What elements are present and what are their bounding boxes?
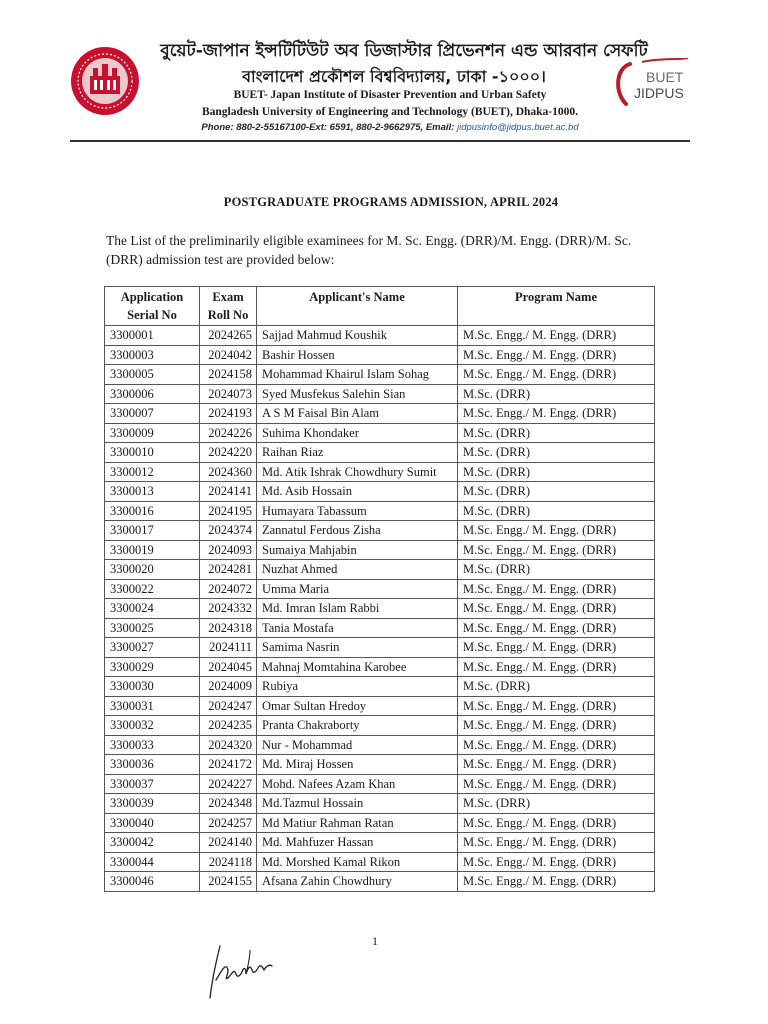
program-name-cell: M.Sc. (DRR): [458, 462, 655, 482]
application-serial-cell: 3300003: [105, 345, 200, 365]
applicant-name-cell: Nuzhat Ahmed: [257, 560, 458, 580]
application-serial-cell: 3300040: [105, 813, 200, 833]
exam-roll-cell: 2024332: [200, 599, 257, 619]
exam-roll-cell: 2024193: [200, 404, 257, 424]
exam-roll-cell: 2024140: [200, 833, 257, 853]
exam-roll-cell: 2024348: [200, 794, 257, 814]
applicant-name-cell: Afsana Zahin Chowdhury: [257, 872, 458, 892]
exam-roll-cell: 2024111: [200, 638, 257, 658]
applicant-name-cell: Mohd. Nafees Azam Khan: [257, 774, 458, 794]
program-name-cell: M.Sc. (DRR): [458, 482, 655, 502]
exam-roll-cell: 2024141: [200, 482, 257, 502]
header-divider: [70, 140, 690, 142]
applicant-name-cell: Raihan Riaz: [257, 443, 458, 463]
program-name-cell: M.Sc. Engg./ M. Engg. (DRR): [458, 716, 655, 736]
application-serial-cell: 3300013: [105, 482, 200, 502]
exam-roll-cell: 2024072: [200, 579, 257, 599]
application-serial-cell: 3300027: [105, 638, 200, 658]
applicant-name-cell: Md. Mahfuzer Hassan: [257, 833, 458, 853]
table-row: [105, 404, 655, 424]
applicant-name-cell: Suhima Khondaker: [257, 423, 458, 443]
program-name-cell: M.Sc. Engg./ M. Engg. (DRR): [458, 326, 655, 346]
jidpus-logo-icon: [612, 58, 690, 110]
applicant-name-cell: Rubiya: [257, 677, 458, 697]
exam-roll-cell: 2024281: [200, 560, 257, 580]
table-row: [105, 735, 655, 755]
application-serial-cell: 3300024: [105, 599, 200, 619]
table-header-row: [105, 287, 655, 326]
program-name-cell: M.Sc. Engg./ M. Engg. (DRR): [458, 852, 655, 872]
application-serial-cell: 3300017: [105, 521, 200, 541]
application-serial-cell: 3300042: [105, 833, 200, 853]
application-serial-cell: 3300001: [105, 326, 200, 346]
exam-roll-cell: 2024227: [200, 774, 257, 794]
table-row: [105, 755, 655, 775]
program-name-cell: M.Sc. (DRR): [458, 560, 655, 580]
program-name-cell: M.Sc. Engg./ M. Engg. (DRR): [458, 813, 655, 833]
application-serial-cell: 3300033: [105, 735, 200, 755]
program-name-cell: M.Sc. (DRR): [458, 384, 655, 404]
table-row: [105, 540, 655, 560]
exam-roll-cell: 2024009: [200, 677, 257, 697]
application-serial-cell: 3300012: [105, 462, 200, 482]
program-name-cell: M.Sc. Engg./ M. Engg. (DRR): [458, 365, 655, 385]
table-row: [105, 794, 655, 814]
application-serial-cell: 3300030: [105, 677, 200, 697]
table-row: [105, 579, 655, 599]
page-number: 1: [372, 934, 378, 948]
program-name-cell: M.Sc. Engg./ M. Engg. (DRR): [458, 521, 655, 541]
applicant-name-cell: Md. Asib Hossain: [257, 482, 458, 502]
program-name-cell: M.Sc. Engg./ M. Engg. (DRR): [458, 755, 655, 775]
application-serial-cell: 3300037: [105, 774, 200, 794]
applicant-name-cell: Sumaiya Mahjabin: [257, 540, 458, 560]
exam-roll-cell: 2024257: [200, 813, 257, 833]
applicant-name-cell: Md. Miraj Hossen: [257, 755, 458, 775]
program-name-cell: M.Sc. Engg./ M. Engg. (DRR): [458, 735, 655, 755]
table-row: [105, 521, 655, 541]
table-row: [105, 326, 655, 346]
table-row: [105, 638, 655, 658]
program-name-cell: M.Sc. Engg./ M. Engg. (DRR): [458, 638, 655, 658]
signature-mark: [206, 940, 296, 1000]
exam-roll-cell: 2024318: [200, 618, 257, 638]
table-row: [105, 462, 655, 482]
application-serial-cell: 3300009: [105, 423, 200, 443]
table-row: [105, 852, 655, 872]
application-serial-cell: 3300025: [105, 618, 200, 638]
table-row: [105, 716, 655, 736]
exam-roll-cell: 2024360: [200, 462, 257, 482]
applicant-name-cell: Tania Mostafa: [257, 618, 458, 638]
table-body: [105, 326, 655, 892]
exam-roll-cell: 2024155: [200, 872, 257, 892]
table-row: [105, 618, 655, 638]
table-row: [105, 599, 655, 619]
applicant-name-cell: Mahnaj Momtahina Karobee: [257, 657, 458, 677]
application-serial-cell: 3300044: [105, 852, 200, 872]
table-row: [105, 657, 655, 677]
applicant-name-cell: Sajjad Mahmud Koushik: [257, 326, 458, 346]
applicant-name-cell: Bashir Hossen: [257, 345, 458, 365]
application-serial-cell: 3300029: [105, 657, 200, 677]
jidpus-logo-jidpus-text: JIDPUS: [634, 85, 684, 101]
examinee-table: [104, 286, 655, 892]
applicant-name-cell: Nur - Mohammad: [257, 735, 458, 755]
table-row: [105, 443, 655, 463]
program-name-cell: M.Sc. Engg./ M. Engg. (DRR): [458, 540, 655, 560]
applicant-name-cell: Md. Atik Ishrak Chowdhury Sumit: [257, 462, 458, 482]
table-row: [105, 872, 655, 892]
exam-roll-cell: 2024042: [200, 345, 257, 365]
applicant-name-cell: Omar Sultan Hredoy: [257, 696, 458, 716]
table-row: [105, 696, 655, 716]
application-serial-cell: 3300039: [105, 794, 200, 814]
program-name-cell: M.Sc. Engg./ M. Engg. (DRR): [458, 579, 655, 599]
application-serial-cell: 3300020: [105, 560, 200, 580]
contact-phone: Phone: 880-2-55167100-Ext: 6591, 880-2-9662975, Email:: [201, 122, 457, 133]
applicant-name-cell: A S M Faisal Bin Alam: [257, 404, 458, 424]
application-serial-cell: 3300007: [105, 404, 200, 424]
header-program-name: Program Name: [458, 287, 655, 326]
program-name-cell: M.Sc. Engg./ M. Engg. (DRR): [458, 404, 655, 424]
university-name-bangla: বাংলাদেশ প্রকৌশল বিশ্ববিদ্যালয়, ঢাকা -১০০০।: [242, 67, 546, 86]
applicant-name-cell: Pranta Chakraborty: [257, 716, 458, 736]
applicant-name-cell: Samima Nasrin: [257, 638, 458, 658]
table-row: [105, 833, 655, 853]
contact-line: [0, 122, 768, 133]
program-name-cell: M.Sc. Engg./ M. Engg. (DRR): [458, 345, 655, 365]
application-serial-cell: 3300046: [105, 872, 200, 892]
table-row: [105, 345, 655, 365]
program-name-cell: M.Sc. Engg./ M. Engg. (DRR): [458, 833, 655, 853]
jidpus-logo-buet-text: BUET: [646, 69, 684, 85]
exam-roll-cell: 2024374: [200, 521, 257, 541]
exam-roll-cell: 2024220: [200, 443, 257, 463]
application-serial-cell: 3300006: [105, 384, 200, 404]
program-name-cell: M.Sc. Engg./ M. Engg. (DRR): [458, 872, 655, 892]
contact-email-link[interactable]: jidpusinfo@jidpus.buet.ac.bd: [456, 122, 579, 133]
exam-roll-cell: 2024045: [200, 657, 257, 677]
application-serial-cell: 3300036: [105, 755, 200, 775]
exam-roll-cell: 2024073: [200, 384, 257, 404]
exam-roll-cell: 2024118: [200, 852, 257, 872]
applicant-name-cell: Md. Morshed Kamal Rikon: [257, 852, 458, 872]
applicant-name-cell: Md.Tazmul Hossain: [257, 794, 458, 814]
exam-roll-cell: 2024172: [200, 755, 257, 775]
program-name-cell: M.Sc. (DRR): [458, 443, 655, 463]
intro-paragraph: The List of the preliminarily eligible examinees for M. Sc. Engg. (DRR)/M. Engg. (DRR)/M. Sc. (DRR) admission test are provided below:: [106, 233, 632, 267]
table-row: [105, 384, 655, 404]
application-serial-cell: 3300005: [105, 365, 200, 385]
table-row: [105, 423, 655, 443]
exam-roll-cell: 2024265: [200, 326, 257, 346]
header-applicant-name: Applicant's Name: [257, 287, 458, 326]
program-name-cell: M.Sc. (DRR): [458, 423, 655, 443]
program-name-cell: M.Sc. (DRR): [458, 501, 655, 521]
institute-name-bangla: বুয়েট-জাপান ইন্সটিটিউট অব ডিজাস্টার প্রিভেনশন এন্ড আরবান সেফটি: [160, 41, 648, 61]
applicant-name-cell: Md Matiur Rahman Ratan: [257, 813, 458, 833]
program-name-cell: M.Sc. Engg./ M. Engg. (DRR): [458, 774, 655, 794]
exam-roll-cell: 2024235: [200, 716, 257, 736]
applicant-name-cell: Zannatul Ferdous Zisha: [257, 521, 458, 541]
application-serial-cell: 3300022: [105, 579, 200, 599]
program-name-cell: M.Sc. Engg./ M. Engg. (DRR): [458, 599, 655, 619]
table-row: [105, 365, 655, 385]
header-exam-roll: Exam Roll No: [200, 287, 257, 326]
applicant-name-cell: Md. Imran Islam Rabbi: [257, 599, 458, 619]
program-name-cell: M.Sc. Engg./ M. Engg. (DRR): [458, 657, 655, 677]
exam-roll-cell: 2024247: [200, 696, 257, 716]
program-name-cell: M.Sc. (DRR): [458, 794, 655, 814]
table-row: [105, 813, 655, 833]
table-row: [105, 482, 655, 502]
exam-roll-cell: 2024195: [200, 501, 257, 521]
exam-roll-cell: 2024093: [200, 540, 257, 560]
table-row: [105, 560, 655, 580]
applicant-name-cell: Umma Maria: [257, 579, 458, 599]
applicant-name-cell: Humayara Tabassum: [257, 501, 458, 521]
exam-roll-cell: 2024226: [200, 423, 257, 443]
program-name-cell: M.Sc. Engg./ M. Engg. (DRR): [458, 618, 655, 638]
application-serial-cell: 3300032: [105, 716, 200, 736]
program-name-cell: M.Sc. Engg./ M. Engg. (DRR): [458, 696, 655, 716]
exam-roll-cell: 2024320: [200, 735, 257, 755]
university-name-english: Bangladesh University of Engineering and Technology (BUET), Dhaka-1000.: [201, 106, 579, 118]
header-application-serial: Application Serial No: [105, 287, 200, 326]
exam-roll-cell: 2024158: [200, 365, 257, 385]
institute-name-english: BUET- Japan Institute of Disaster Prevention and Urban Safety: [233, 89, 547, 101]
application-serial-cell: 3300016: [105, 501, 200, 521]
table-row: [105, 774, 655, 794]
application-serial-cell: 3300010: [105, 443, 200, 463]
program-name-cell: M.Sc. (DRR): [458, 677, 655, 697]
application-serial-cell: 3300019: [105, 540, 200, 560]
applicant-name-cell: Mohammad Khairul Islam Sohag: [257, 365, 458, 385]
applicant-name-cell: Syed Musfekus Salehin Sian: [257, 384, 458, 404]
table-row: [105, 501, 655, 521]
document-title: POSTGRADUATE PROGRAMS ADMISSION, APRIL 2024: [223, 195, 559, 209]
application-serial-cell: 3300031: [105, 696, 200, 716]
table-row: [105, 677, 655, 697]
